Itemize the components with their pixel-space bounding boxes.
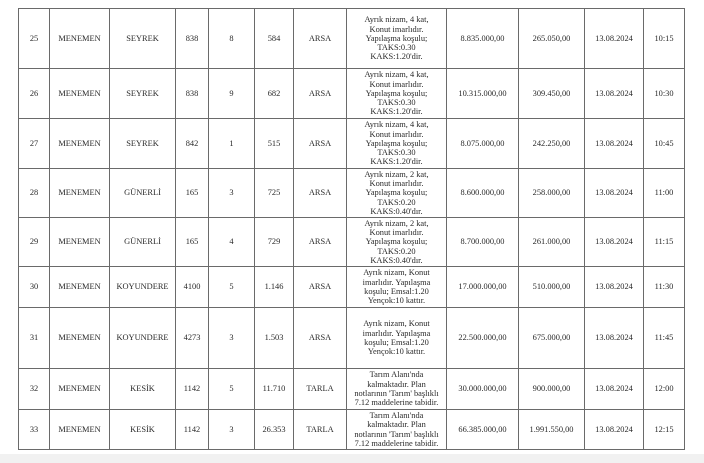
zoning-line: Ayrık nizam, 2 kat, [364,218,429,228]
zoning-line: Ayrık nizam, Konut [363,319,430,329]
district-cell: MENEMEN [50,9,110,69]
zoning-line: Yapılaşma koşulu; [365,33,428,43]
neighborhood-cell: KOYUNDERE [110,308,176,369]
district-cell: MENEMEN [50,169,110,218]
row-number: 27 [19,119,50,169]
zoning-line: Ayrık nizam, Konut [363,268,430,278]
type-cell: TARLA [294,369,347,410]
neighborhood-cell: KESİK [110,410,176,450]
zoning-line: Konut imarlıdır. [369,24,424,34]
estimated-price-cell: 22.500.000,00 [447,308,519,369]
table-row [19,69,685,119]
type-cell: TARLA [294,410,347,450]
auction-date-cell: 13.08.2024 [585,267,644,308]
zoning-description-cell [347,9,447,69]
zoning-line: Yapılaşma koşulu; [365,188,428,198]
zoning-line: KAKS:0.40'dır. [370,255,423,265]
zoning-description-cell [347,169,447,218]
row-number: 33 [19,410,50,450]
row-number: 30 [19,267,50,308]
zoning-line: kalmaktadır. Plan [367,420,426,430]
zoning-description-cell [347,218,447,267]
zoning-description-cell [347,119,447,169]
table-row [19,9,685,69]
deposit-cell: 309.450,00 [519,69,585,119]
deposit-cell: 510.000,00 [519,267,585,308]
zoning-line: Konut imarlıdır. [369,79,424,89]
row-number: 32 [19,369,50,410]
zoning-description-cell [347,69,447,119]
type-cell: ARSA [294,169,347,218]
auction-time-cell: 11:30 [644,267,685,308]
zoning-line: Yençok:10 kattır. [367,296,426,306]
zoning-line: KAKS:1.20'dir. [370,52,423,62]
deposit-cell: 258.000,00 [519,169,585,218]
zoning-line: Ayrık nizam, 4 kat, [364,15,429,25]
page-bottom-band [0,454,704,463]
auction-time-cell: 12:15 [644,410,685,450]
zoning-line: TAKS:0.20 [377,246,416,256]
auction-time-cell: 11:00 [644,169,685,218]
district-cell: MENEMEN [50,369,110,410]
type-cell: ARSA [294,267,347,308]
zoning-line: 7.12 maddelerine tabidir. [354,398,439,408]
estimated-price-cell: 17.000.000,00 [447,267,519,308]
deposit-cell: 900.000,00 [519,369,585,410]
deposit-cell: 1.991.550,00 [519,410,585,450]
zoning-line: imarlıdır. Yapılaşma [362,277,431,287]
area-cell: 26.353 [255,410,294,450]
type-cell: ARSA [294,218,347,267]
auction-time-cell: 12:00 [644,369,685,410]
zoning-line: TAKS:0.30 [377,148,416,158]
zoning-line: TAKS:0.30 [377,43,416,53]
auction-date-cell: 13.08.2024 [585,9,644,69]
deposit-cell: 265.050,00 [519,9,585,69]
district-cell: MENEMEN [50,267,110,308]
table-row [19,308,685,369]
block-cell: 1142 [176,410,209,450]
area-cell: 1.146 [255,267,294,308]
table-body [19,9,685,450]
estimated-price-cell: 66.385.000,00 [447,410,519,450]
type-cell: ARSA [294,119,347,169]
table-row [19,169,685,218]
zoning-line: Yençok:10 kattır. [367,347,426,357]
zoning-line: koşulu; Emsal:1.20 [364,287,429,296]
district-cell: MENEMEN [50,69,110,119]
parcel-cell: 5 [209,267,255,308]
zoning-line: TAKS:0.30 [377,98,416,108]
zoning-line: kalmaktadır. Plan [367,379,426,389]
table-row [19,369,685,410]
zoning-line: KAKS:1.20'dir. [370,157,423,167]
auction-time-cell: 10:30 [644,69,685,119]
parcel-cell: 1 [209,119,255,169]
row-number: 25 [19,9,50,69]
zoning-line: Yapılaşma koşulu; [365,88,428,98]
auction-date-cell: 13.08.2024 [585,410,644,450]
auction-time-cell: 11:15 [644,218,685,267]
zoning-line: koşulu; Emsal:1.20 [364,338,429,347]
row-number: 31 [19,308,50,369]
zoning-line: Konut imarlıdır. [369,179,424,189]
auction-table [18,8,685,450]
area-cell: 584 [255,9,294,69]
neighborhood-cell: SEYREK [110,119,176,169]
parcel-cell: 9 [209,69,255,119]
zoning-line: Yapılaşma koşulu; [365,237,428,247]
block-cell: 165 [176,218,209,267]
zoning-line: Ayrık nizam, 4 kat, [364,120,429,130]
parcel-cell: 3 [209,410,255,450]
block-cell: 165 [176,169,209,218]
zoning-line: imarlıdır. Yapılaşma [362,328,431,338]
block-cell: 4273 [176,308,209,369]
row-number: 29 [19,218,50,267]
district-cell: MENEMEN [50,410,110,450]
area-cell: 1.503 [255,308,294,369]
estimated-price-cell: 10.315.000,00 [447,69,519,119]
block-cell: 838 [176,9,209,69]
zoning-line: TAKS:0.20 [377,197,416,207]
auction-time-cell: 10:45 [644,119,685,169]
auction-time-cell: 10:15 [644,9,685,69]
auction-time-cell: 11:45 [644,308,685,369]
estimated-price-cell: 8.700.000,00 [447,218,519,267]
estimated-price-cell: 8.835.000,00 [447,9,519,69]
deposit-cell: 261.000,00 [519,218,585,267]
area-cell: 11.710 [255,369,294,410]
type-cell: ARSA [294,69,347,119]
table-row [19,267,685,308]
zoning-line: KAKS:0.40'dır. [370,206,423,216]
district-cell: MENEMEN [50,119,110,169]
zoning-line: Ayrık nizam, 4 kat, [364,70,429,80]
area-cell: 515 [255,119,294,169]
table-row [19,218,685,267]
deposit-cell: 242.250,00 [519,119,585,169]
table-row [19,119,685,169]
zoning-line: notlarının 'Tarım' başlıklı [354,429,439,439]
block-cell: 4100 [176,267,209,308]
type-cell: ARSA [294,9,347,69]
estimated-price-cell: 8.600.000,00 [447,169,519,218]
zoning-line: KAKS:1.20'dir. [370,107,423,117]
zoning-line: Konut imarlıdır. [369,228,424,238]
zoning-line: Konut imarlıdır. [369,129,424,139]
parcel-cell: 8 [209,9,255,69]
deposit-cell: 675.000,00 [519,308,585,369]
block-cell: 1142 [176,369,209,410]
auction-date-cell: 13.08.2024 [585,308,644,369]
area-cell: 729 [255,218,294,267]
zoning-description-cell [347,308,447,369]
row-number: 28 [19,169,50,218]
parcel-cell: 4 [209,218,255,267]
neighborhood-cell: KESİK [110,369,176,410]
zoning-line: 7.12 maddelerine tabidir. [354,438,439,448]
auction-date-cell: 13.08.2024 [585,218,644,267]
auction-date-cell: 13.08.2024 [585,369,644,410]
type-cell: ARSA [294,308,347,369]
parcel-cell: 5 [209,369,255,410]
area-cell: 725 [255,169,294,218]
parcel-cell: 3 [209,308,255,369]
auction-date-cell: 13.08.2024 [585,119,644,169]
estimated-price-cell: 8.075.000,00 [447,119,519,169]
neighborhood-cell: GÜNERLİ [110,169,176,218]
estimated-price-cell: 30.000.000,00 [447,369,519,410]
neighborhood-cell: SEYREK [110,69,176,119]
district-cell: MENEMEN [50,218,110,267]
zoning-description-cell [347,369,447,410]
area-cell: 682 [255,69,294,119]
auction-date-cell: 13.08.2024 [585,69,644,119]
zoning-line: Tarım Alanı'nda [369,370,424,380]
neighborhood-cell: SEYREK [110,9,176,69]
neighborhood-cell: GÜNERLİ [110,218,176,267]
table-row [19,410,685,450]
zoning-line: notlarının 'Tarım' başlıklı [354,389,439,398]
row-number: 26 [19,69,50,119]
zoning-line: Yapılaşma koşulu; [365,138,428,148]
zoning-line: Tarım Alanı'nda [369,410,424,420]
block-cell: 842 [176,119,209,169]
neighborhood-cell: KOYUNDERE [110,267,176,308]
zoning-line: Ayrık nizam, 2 kat, [364,169,429,179]
zoning-description-cell [347,267,447,308]
block-cell: 838 [176,69,209,119]
zoning-description-cell [347,410,447,450]
district-cell: MENEMEN [50,308,110,369]
auction-date-cell: 13.08.2024 [585,169,644,218]
parcel-cell: 3 [209,169,255,218]
